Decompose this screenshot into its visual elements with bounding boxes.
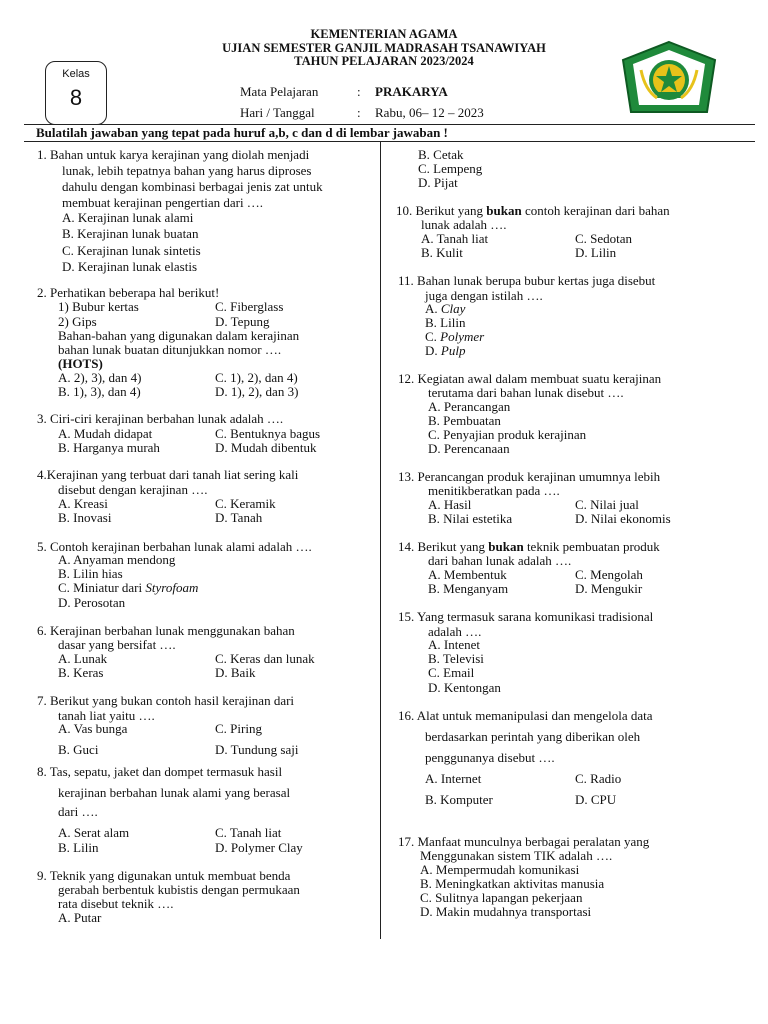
q8-line1: 8. Tas, sepatu, jaket dan dompet termasuk hasil	[37, 764, 283, 779]
q11-option-a	[425, 302, 465, 316]
q7-option-b: B. Guci	[58, 742, 99, 757]
q13-option-b: B. Nilai estetika	[428, 511, 513, 526]
q6-option-d: D. Baik	[215, 665, 256, 680]
q16-option-b: B. Komputer	[425, 792, 493, 807]
q1-option-a: A. Kerajinan lunak alami	[62, 210, 194, 225]
header-ministry: KEMENTERIAN AGAMA	[310, 27, 458, 41]
date-label: Hari / Tanggal	[240, 105, 315, 120]
q4-option-b: B. Inovasi	[58, 510, 112, 525]
q11-option-d-italic: Pulp	[440, 343, 466, 358]
q8-option-d: D. Polymer Clay	[215, 840, 303, 855]
q10-line1-bold: bukan	[486, 203, 522, 218]
q1-line2: lunak, lebih tepatnya bahan yang harus diproses	[62, 163, 312, 178]
q12-option-c: C. Penyajian produk kerajinan	[428, 427, 587, 442]
q17-line2: Menggunakan sistem TIK adalah ….	[420, 848, 613, 863]
q2-option-d: D. 1), 2), dan 3)	[215, 384, 299, 399]
q14-option-a: A. Membentuk	[428, 567, 507, 582]
q16-option-c: C. Radio	[575, 771, 622, 786]
q15-option-c: C. Email	[428, 665, 475, 680]
q12-line2: terutama dari bahan lunak disebut ….	[428, 385, 624, 400]
q2-item2: 2) Gips	[58, 314, 97, 329]
subject-value: PRAKARYA	[375, 84, 448, 99]
q9-option-c: C. Lempeng	[418, 161, 483, 176]
q2-item4: D. Tepung	[215, 314, 270, 329]
q1-line1: 1. Bahan untuk karya kerajinan yang diolah menjadi	[37, 147, 310, 162]
q11-option-d-letter: D.	[425, 343, 441, 358]
q9-option-b: B. Cetak	[418, 147, 464, 162]
instruction: Bulatilah jawaban yang tepat pada huruf a,b, c dan d di lembar jawaban !	[36, 125, 448, 140]
q5-option-c-italic: Styrofoam	[145, 580, 199, 595]
q2-item1: 1) Bubur kertas	[58, 299, 139, 314]
q11-option-d	[425, 344, 465, 358]
q10-line1-c: contoh kerajinan dari bahan	[521, 203, 670, 218]
q15-option-b: B. Televisi	[428, 651, 484, 666]
q2-line3: bahan lunak buatan ditunjukkan nomor ….	[58, 342, 282, 357]
q2-item3: C. Fiberglass	[215, 299, 284, 314]
instruction-rule	[24, 141, 755, 142]
q9-line2: gerabah berbentuk kubistis dengan permukaan	[58, 882, 300, 897]
subject-colon: :	[357, 84, 361, 99]
q8-option-a: A. Serat alam	[58, 825, 130, 840]
q8-line3: dari ….	[58, 804, 98, 819]
q12-line1: 12. Kegiatan awal dalam membuat suatu kerajinan	[398, 371, 662, 386]
q4-option-d: D. Tanah	[215, 510, 263, 525]
header-year: TAHUN PELAJARAN 2023/2024	[294, 54, 474, 68]
q11-option-c-letter: C.	[425, 329, 441, 344]
subject-label: Mata Pelajaran	[240, 84, 319, 99]
q16-line2: berdasarkan perintah yang diberikan oleh	[425, 729, 641, 744]
q7-line2: tanah liat yaitu ….	[58, 708, 155, 723]
q15-line2: adalah ….	[428, 624, 482, 639]
q13-option-a: A. Hasil	[428, 497, 472, 512]
q17-option-d: D. Makin mudahnya transportasi	[420, 904, 592, 919]
q5-line1: 5. Contoh kerajinan berbahan lunak alami adalah ….	[37, 539, 312, 554]
q2-line1: 2. Perhatikan beberapa hal berikut!	[37, 285, 220, 300]
q7-option-c: C. Piring	[215, 721, 262, 736]
q16-option-a: A. Internet	[425, 771, 482, 786]
q2-option-a: A. 2), 3), dan 4)	[58, 370, 142, 385]
date-colon: :	[357, 105, 361, 120]
q8-option-c: C. Tanah liat	[215, 825, 282, 840]
q6-line1: 6. Kerajinan berbahan lunak menggunakan bahan	[37, 623, 295, 638]
q16-option-d: D. CPU	[575, 792, 617, 807]
q10-line1-a: 10. Berikut yang	[396, 203, 487, 218]
q9-line1: 9. Teknik yang digunakan untuk membuat benda	[37, 868, 291, 883]
q14-option-d: D. Mengukir	[575, 581, 643, 596]
q11-option-c	[425, 330, 484, 344]
q5-option-b: B. Lilin hias	[58, 566, 123, 581]
q10-option-b: B. Kulit	[421, 245, 463, 260]
q9-option-a: A. Putar	[58, 910, 102, 925]
q14-line2: dari bahan lunak adalah ….	[428, 553, 572, 568]
q17-option-b: B. Meningkatkan aktivitas manusia	[420, 876, 605, 891]
q10-option-c: C. Sedotan	[575, 231, 633, 246]
q1-option-d: D. Kerajinan lunak elastis	[62, 259, 198, 274]
q3-option-d: D. Mudah dibentuk	[215, 440, 317, 455]
date-value: Rabu, 06– 12 – 2023	[375, 105, 484, 120]
q17-option-a: A. Mempermudah komunikasi	[420, 862, 580, 877]
q4-option-a: A. Kreasi	[58, 496, 108, 511]
q16-line3: penggunanya disebut ….	[425, 750, 555, 765]
q9-option-d: D. Pijat	[418, 175, 458, 190]
q6-line2: dasar yang bersifat ….	[58, 637, 176, 652]
q2-line2: Bahan-bahan yang digunakan dalam kerajinan	[58, 328, 300, 343]
class-number: 8	[69, 85, 83, 110]
q3-option-a: A. Mudah didapat	[58, 426, 153, 441]
header-exam-title: UJIAN SEMESTER GANJIL MADRASAH TSANAWIYAH	[222, 40, 546, 55]
q5-option-d: D. Perosotan	[58, 595, 126, 610]
q17-line1: 17. Manfaat munculnya berbagai peralatan yang	[398, 834, 650, 849]
q14-option-c: C. Mengolah	[575, 567, 643, 582]
q17-option-c: C. Sulitnya lapangan pekerjaan	[420, 890, 583, 905]
q1-line3: dahulu dengan kombinasi berbagai jenis zat untuk	[62, 179, 323, 194]
q12-option-a: A. Perancangan	[428, 399, 511, 414]
q13-option-d: D. Nilai ekonomis	[575, 511, 671, 526]
q11-line1: 11. Bahan lunak berupa bubur kertas juga disebut	[398, 273, 656, 288]
q11-line2: juga dengan istilah ….	[425, 288, 543, 303]
q4-line1: 4.Kerajinan yang terbuat dari tanah liat sering kali	[37, 467, 299, 482]
q1-option-b: B. Kerajinan lunak buatan	[62, 226, 199, 241]
q7-option-d: D. Tundung saji	[215, 742, 299, 757]
q15-option-d: D. Kentongan	[428, 680, 501, 695]
class-label: Kelas	[62, 68, 90, 80]
q11-option-a-italic: Clay	[440, 301, 466, 316]
q10-option-a: A. Tanah liat	[421, 231, 489, 246]
q7-line1: 7. Berikut yang bukan contoh hasil kerajinan dari	[37, 693, 295, 708]
q8-line2: kerajinan berbahan lunak alami yang berasal	[58, 785, 291, 800]
q11-option-a-letter: A.	[425, 301, 441, 316]
q8-option-b: B. Lilin	[58, 840, 99, 855]
q16-line1: 16. Alat untuk memanipulasi dan mengelola data	[398, 708, 653, 723]
q3-line1: 3. Ciri-ciri kerajinan berbahan lunak adalah ….	[37, 411, 284, 426]
ministry-emblem-icon	[619, 40, 719, 122]
q15-line1: 15. Yang termasuk sarana komunikasi tradisional	[398, 609, 654, 624]
q2-option-c: C. 1), 2), dan 4)	[215, 370, 298, 385]
q6-option-b: B. Keras	[58, 665, 104, 680]
q14-line1	[398, 540, 660, 554]
q5-option-a: A. Anyaman mendong	[58, 552, 176, 567]
q5-option-c	[58, 581, 198, 595]
q2-option-b: B. 1), 3), dan 4)	[58, 384, 141, 399]
q10-option-d: D. Lilin	[575, 245, 617, 260]
q12-option-d: D. Perencanaan	[428, 441, 510, 456]
q11-option-b: B. Lilin	[425, 315, 466, 330]
q1-option-c: C. Kerajinan lunak sintetis	[62, 243, 201, 258]
q10-line1	[396, 204, 670, 218]
q3-option-c: C. Bentuknya bagus	[215, 426, 321, 441]
q11-option-c-italic: Polymer	[440, 329, 485, 344]
q10-line2: lunak adalah ….	[421, 217, 507, 232]
q7-option-a: A. Vas bunga	[58, 721, 128, 736]
column-divider	[380, 142, 381, 939]
q1-line4: membuat kerajinan pengertian dari ….	[62, 195, 264, 210]
q13-line2: menitikberatkan pada ….	[428, 483, 560, 498]
q6-option-a: A. Lunak	[58, 651, 108, 666]
q4-line2: disebut dengan kerajinan ….	[58, 482, 208, 497]
q4-option-c: C. Keramik	[215, 496, 276, 511]
q13-line1: 13. Perancangan produk kerajinan umumnya lebih	[398, 469, 661, 484]
q6-option-c: C. Keras dan lunak	[215, 651, 315, 666]
q13-option-c: C. Nilai jual	[575, 497, 639, 512]
q14-option-b: B. Menganyam	[428, 581, 509, 596]
q9-line3: rata disebut teknik ….	[58, 896, 174, 911]
q14-line1-a: 14. Berikut yang	[398, 539, 489, 554]
q14-line1-c: teknik pembuatan produk	[523, 539, 660, 554]
q14-line1-bold: bukan	[488, 539, 524, 554]
q2-hots: (HOTS)	[58, 356, 103, 371]
q5-option-c-text: C. Miniatur dari	[58, 580, 146, 595]
class-box	[45, 61, 107, 125]
q12-option-b: B. Pembuatan	[428, 413, 501, 428]
q15-option-a: A. Intenet	[428, 637, 480, 652]
q3-option-b: B. Harganya murah	[58, 440, 160, 455]
